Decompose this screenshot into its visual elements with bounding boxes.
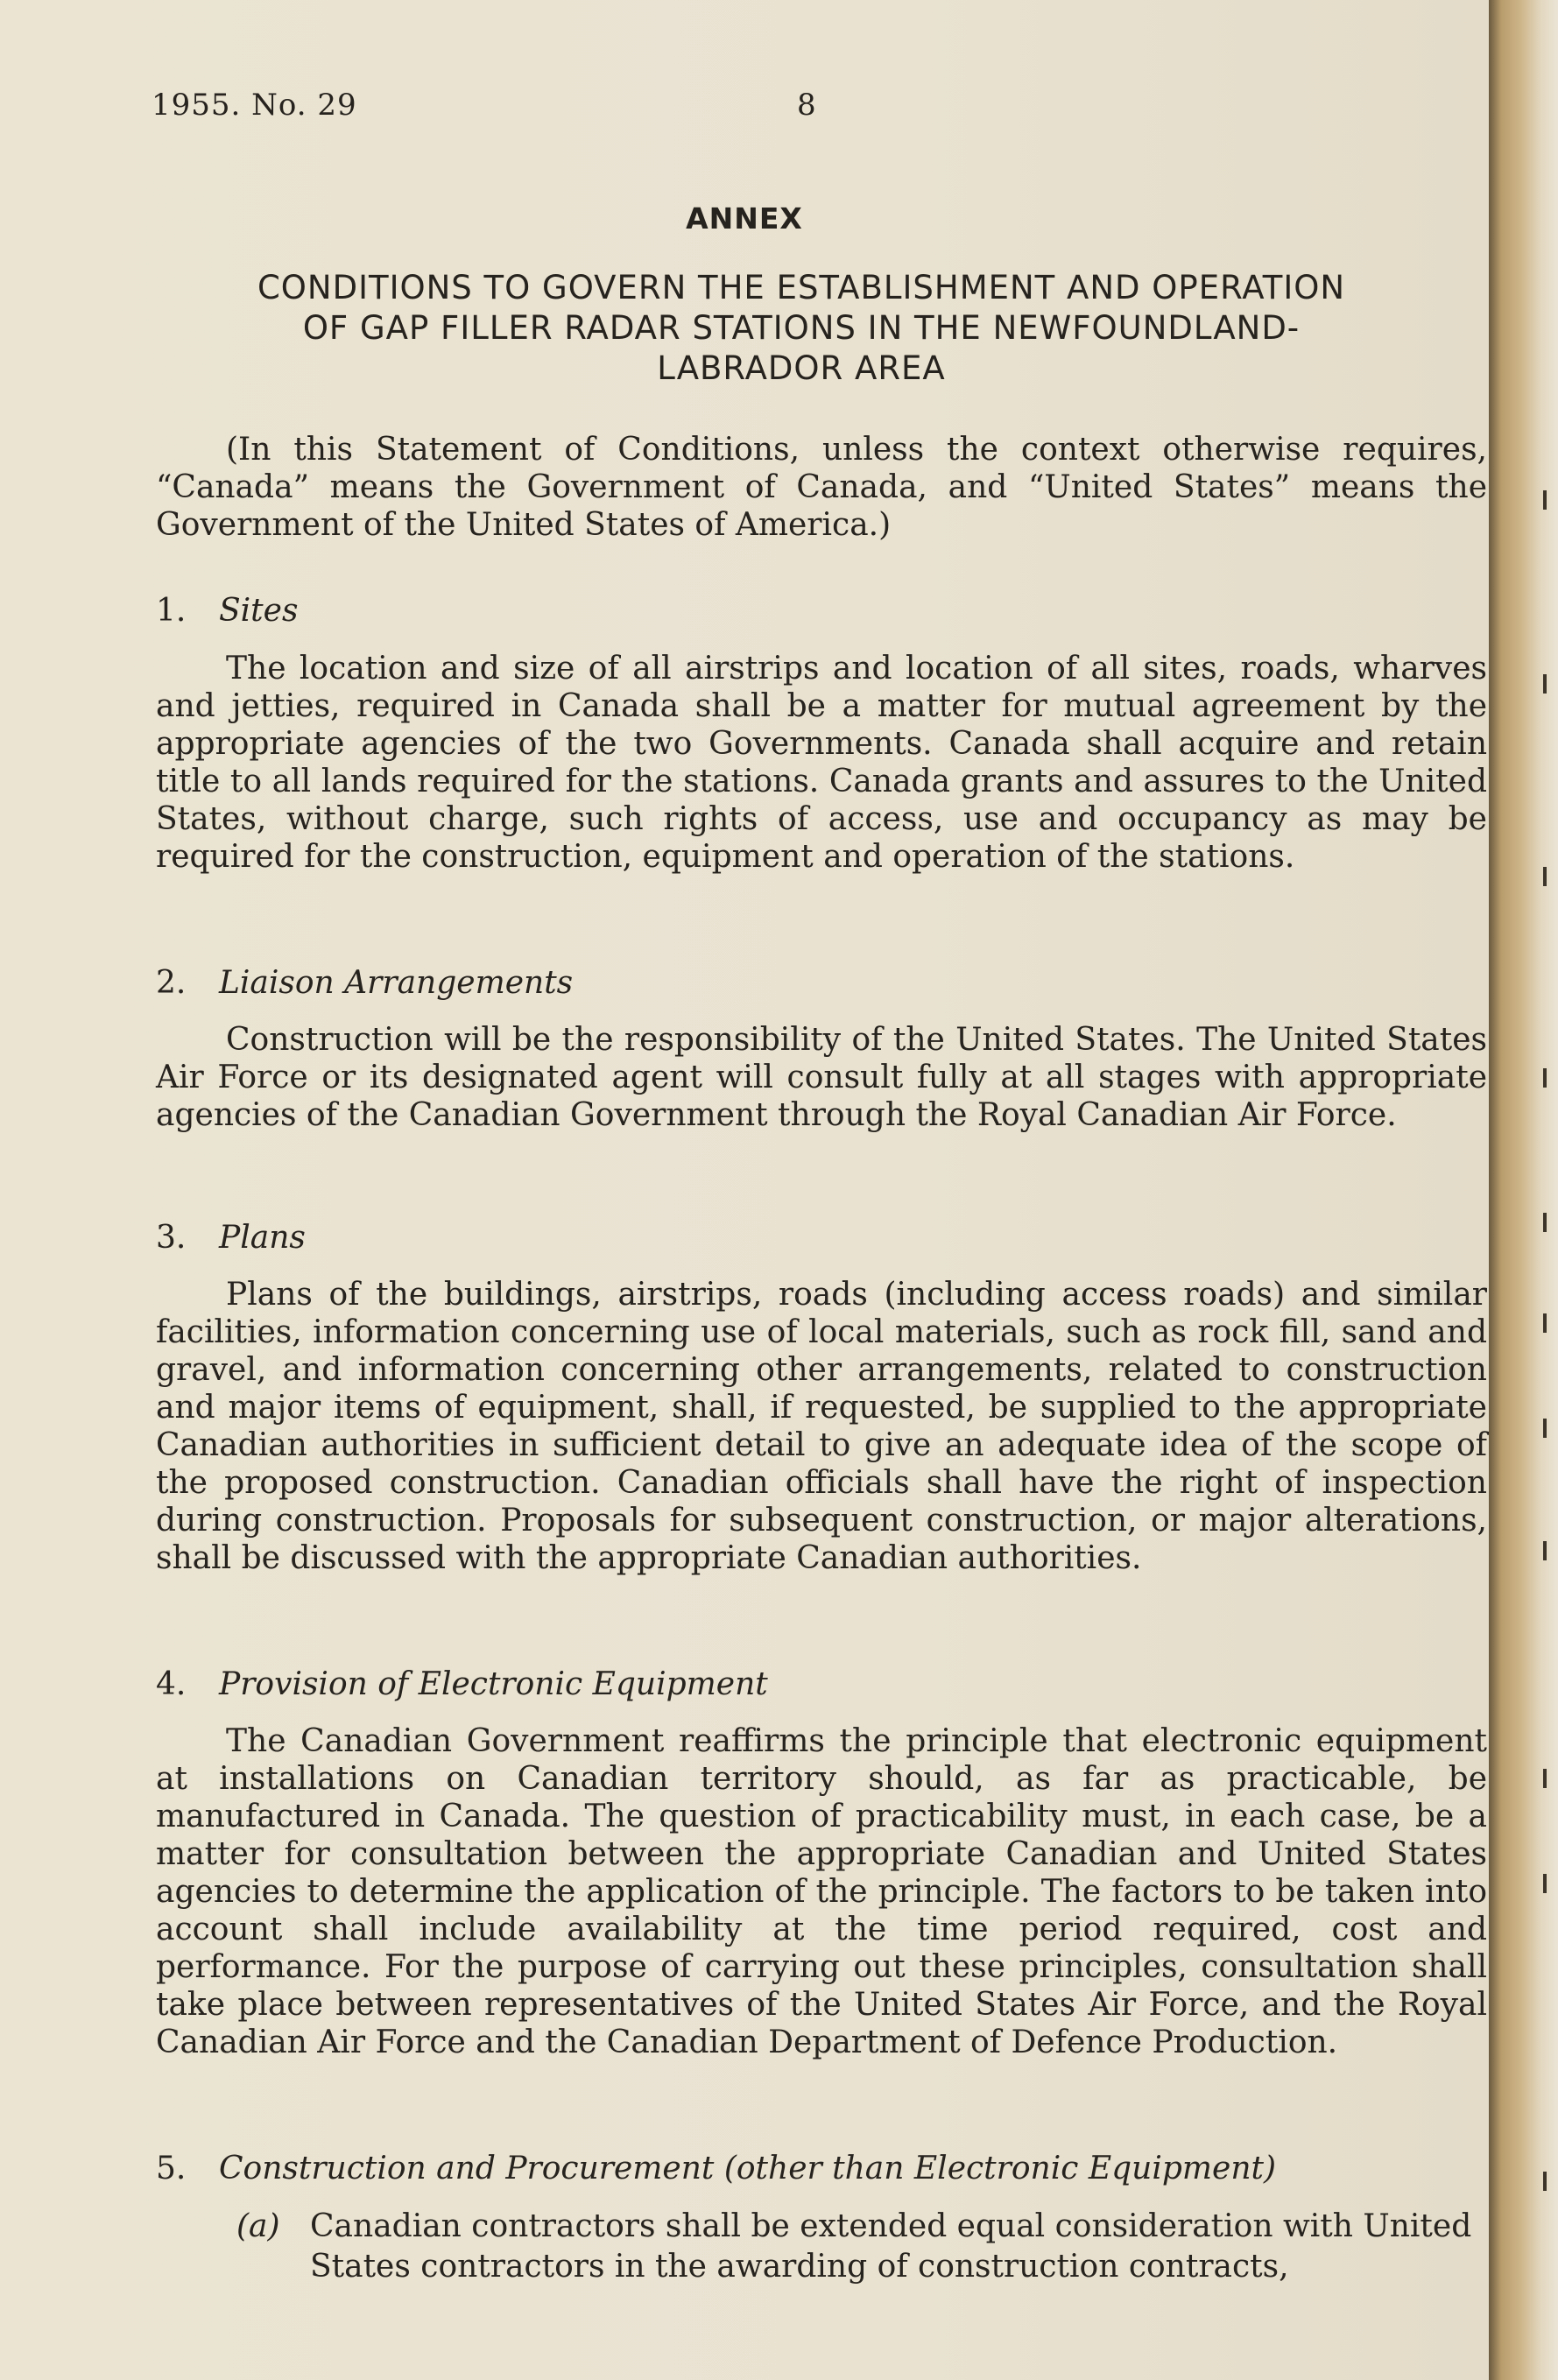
section-title: Provision of Electronic Equipment (219, 1666, 768, 1702)
section-text: The location and size of all airstrips and location of all sites, roads, wharves and jetties, required in Canada shall be a matter for mutual agreement by the appropriate agencies of the two Governments. Canada shall acquire and retain title to all lands required for the stations. Canada grants and assures to the United States, without charge, such rights of access, use and occupancy as may be required for the construction, equipment and operation of the stations. (156, 651, 1487, 875)
section-text: Construction will be the responsibility of the United States. The United States Air Force or its designated agent will consult fully at all stages with appropriate agencies of the Canadian Government through the Royal Canadian Air Force. (156, 1022, 1487, 1133)
page-number: 8 (797, 88, 816, 123)
conditions-title-line: CONDITIONS TO GOVERN THE ESTABLISHMENT AND OPERATION (257, 269, 1346, 306)
section-number: 1. (156, 593, 187, 629)
facing-page-edge (1540, 0, 1558, 2380)
subsection-label: (a) (236, 2208, 280, 2244)
section-number: 2. (156, 965, 187, 1001)
annex-title: ANNEX (686, 201, 803, 236)
subsection-a (236, 2207, 1480, 2287)
section-heading-construction-procurement (156, 2151, 1276, 2186)
section-title: Plans (219, 1220, 306, 1256)
conditions-title (158, 268, 1445, 389)
section-paragraph-electronic-equipment (156, 1722, 1487, 2061)
section-heading-plans (156, 1220, 306, 1256)
section-text: Plans of the buildings, airstrips, roads (including access roads) and similar facilities, information concerning use of local materials, such as rock fill, sand and gravel, and information concerning other arrangements, related to construction and major items of equipment, shall, if requested, be supplied to the appropriate Canadian authorities in sufficient detail to give an adequate idea of the scope of the proposed construction. Canadian officials shall have the right of inspection during construction. Proposals for subsequent construction, or major alterations, shall be discussed with the appropriate Canadian authorities. (156, 1277, 1487, 1576)
conditions-title-line: LABRADOR AREA (657, 349, 946, 387)
section-paragraph-liaison (156, 1021, 1487, 1134)
subsection-text: Canadian contractors shall be extended equal consideration with United States contractors in the awarding of construction contracts, (310, 2208, 1472, 2285)
section-text: The Canadian Government reaffirms the principle that electronic equipment at installations on Canadian territory should, as far as practicable, be manufactured in Canada. The question of practicability must, in each case, be a matter for consultation between the appropriate Canadian and United States agencies to determine the application of the principle. The factors to be taken into account shall include availability at the time period required, cost and performance. For the purpose of carrying out these principles, consultation shall take place between representatives of the United States Air Force, and the Royal Canadian Air Force and the Canadian Department of Defence Production. (156, 1723, 1487, 2060)
section-number: 3. (156, 1220, 187, 1256)
intro-paragraph (156, 431, 1487, 544)
section-title: Construction and Procurement (other than Electronic Equipment) (219, 2151, 1277, 2186)
section-number: 5. (156, 2151, 187, 2186)
section-heading-liaison (156, 965, 573, 1001)
section-paragraph-sites (156, 650, 1487, 876)
section-heading-sites (156, 593, 298, 629)
section-number: 4. (156, 1666, 187, 1702)
header-reference: 1955. No. 29 (152, 88, 357, 123)
section-paragraph-plans (156, 1276, 1487, 1577)
section-title: Liaison Arrangements (219, 965, 574, 1001)
section-title: Sites (219, 593, 299, 629)
intro-text: (In this Statement of Conditions, unless the context otherwise requires, “Canada” means the Government of Canada, and “United States” means the Government of the United States of America.) (156, 432, 1487, 543)
conditions-title-line: OF GAP FILLER RADAR STATIONS IN THE NEWFOUNDLAND- (302, 309, 1301, 347)
section-heading-electronic-equipment (156, 1666, 768, 1702)
